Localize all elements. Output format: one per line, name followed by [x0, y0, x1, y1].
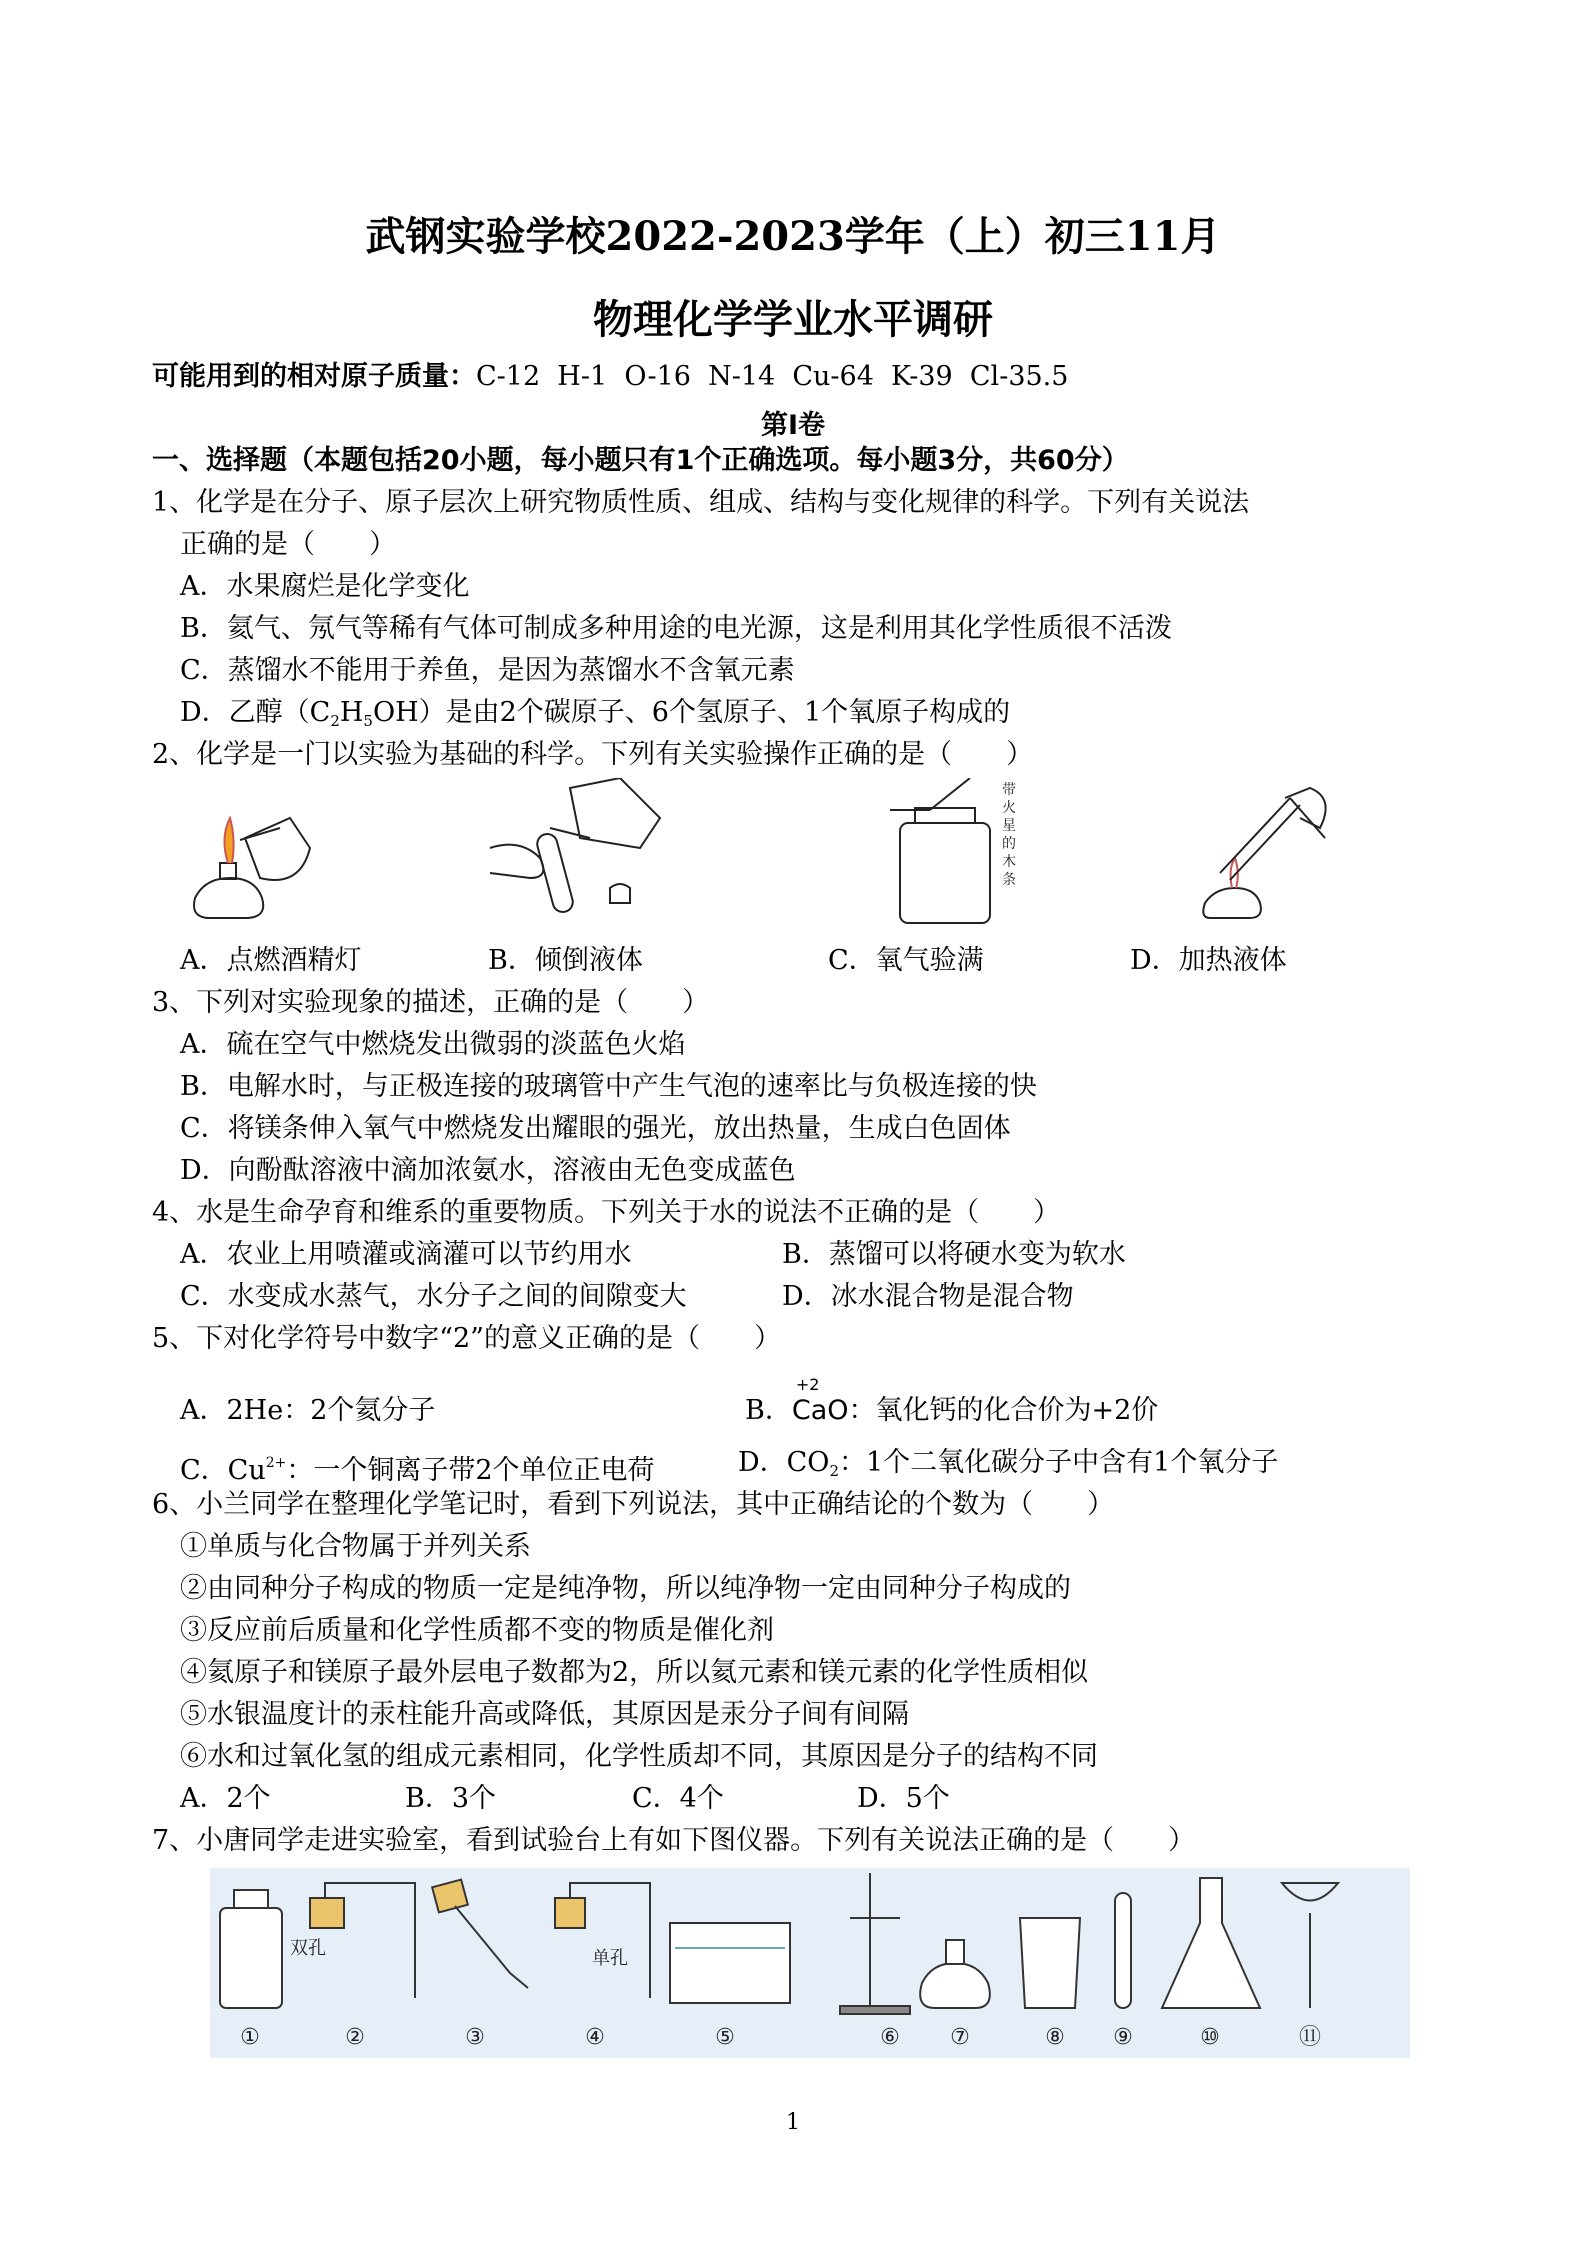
single-hole-stopper-icon [555, 1898, 585, 1928]
q6-option-d: D．5个 [857, 1783, 950, 1814]
q2-option-a: A．点燃酒精灯 [180, 945, 362, 976]
q6-item-6: ⑥水和过氧化氢的组成元素相同，化学性质却不同，其原因是分子的结构不同 [180, 1741, 1098, 1772]
pour-liquid-figure [490, 778, 660, 914]
alcohol-lamp-figure [194, 818, 310, 918]
q2-option-c: C．氧气验满 [828, 945, 984, 976]
q6-item-1: ①单质与化合物属于并列关系 [180, 1531, 531, 1562]
q6-option-a: A．2个 [180, 1783, 271, 1814]
single-hole-label: 单孔 [592, 1948, 628, 1969]
q3-option-c: C．将镁条伸入氧气中燃烧发出耀眼的强光，放出热量，生成白色固体 [180, 1113, 1011, 1144]
q5-valence-mark: +2 [795, 1375, 820, 1394]
double-hole-label: 双孔 [290, 1938, 326, 1959]
q5-option-d: D．$CO_2$：1个二氧化碳分子中含有1个氧分子 [738, 1447, 1279, 1480]
q3-stem: 3、下列对实验现象的描述，正确的是（ ） [152, 987, 710, 1018]
q6-option-c: C．4个 [632, 1783, 724, 1814]
gas-bottle-icon [220, 1890, 282, 2008]
q2-stem: 2、化学是一门以实验为基础的科学。下列有关实验操作正确的是（ ） [152, 739, 1034, 770]
q7-instrument-figure [210, 1868, 1410, 2058]
alcohol-lamp-icon [920, 1940, 990, 2008]
q4-stem: 4、水是生命孕育和维系的重要物质。下列关于水的说法不正确的是（ ） [152, 1197, 1061, 1228]
instrument-label-11: ⑪ [1298, 2025, 1322, 2050]
instrument-label-4: ④ [585, 2025, 605, 2050]
q6-option-b: B．3个 [405, 1783, 497, 1814]
atomic-masses-label: 可能用到的相对原子质量： [152, 361, 476, 392]
q6-item-3: ③反应前后质量和化学性质都不变的物质是催化剂 [180, 1615, 774, 1646]
instrument-label-3: ③ [465, 2025, 485, 2050]
q2-experiment-figures [150, 778, 1430, 928]
instrument-label-9: ⑨ [1113, 2025, 1133, 2050]
heat-liquid-figure [1203, 788, 1325, 918]
conical-flask-icon [1162, 1878, 1260, 2008]
q4-option-d: D．冰水混合物是混合物 [782, 1281, 1074, 1312]
q4-option-c: C．水变成水蒸气，水分子之间的间隙变大 [180, 1281, 687, 1312]
atomic-masses [152, 360, 1068, 394]
double-hole-stopper-icon [310, 1898, 344, 1928]
q5-option-c: C．$Cu^{2+}$：一个铜离子带2个单位正电荷 [180, 1455, 655, 1486]
section1-header: 一、选择题（本题包括20小题，每小题只有1个正确选项。每小题3分，共60分） [152, 445, 1129, 476]
instrument-label-6: ⑥ [880, 2025, 900, 2050]
q1-stem-line2: 正确的是（ ） [180, 529, 396, 560]
splint-char-6: 条 [1002, 872, 1016, 888]
exam-subtitle: 物理化学学业水平调研 [593, 296, 993, 343]
instrument-label-10: ⑩ [1200, 2025, 1220, 2050]
instrument-label-5: ⑤ [715, 2025, 735, 2050]
water-trough-icon [670, 1923, 790, 2003]
q4-option-a: A．农业上用喷灌或滴灌可以节约用水 [180, 1239, 632, 1270]
oxygen-test-figure [890, 778, 990, 923]
q2-option-b: B．倾倒液体 [488, 945, 643, 976]
splint-char-5: 木 [1002, 854, 1016, 870]
splint-char-4: 的 [1002, 836, 1016, 852]
bent-tube-icon [432, 1880, 468, 1913]
q6-item-2: ②由同种分子构成的物质一定是纯净物，所以纯净物一定由同种分子构成的 [180, 1573, 1071, 1604]
q5-stem: 5、下对化学符号中数字“2”的意义正确的是（ ） [152, 1323, 781, 1354]
test-tube-icon [1115, 1893, 1131, 2008]
q5-option-a: A．2He：2个氦分子 [180, 1395, 436, 1426]
q3-option-b: B．电解水时，与正极连接的玻璃管中产生气泡的速率比与负极连接的快 [180, 1071, 1037, 1102]
splint-label [1002, 781, 1016, 888]
iron-stand-icon [840, 1873, 910, 2014]
instrument-label-1: ① [240, 2025, 260, 2050]
splint-char-1: 带 [1002, 782, 1016, 798]
q6-stem: 6、小兰同学在整理化学笔记时，看到下列说法，其中正确结论的个数为（ ） [152, 1489, 1115, 1520]
q1-option-a: A．水果腐烂是化学变化 [180, 571, 470, 602]
funnel-icon [1282, 1883, 1338, 2008]
q1-option-b: B．氦气、氖气等稀有气体可制成多种用途的电光源，这是利用其化学性质很不活泼 [180, 613, 1172, 644]
splint-char-2: 火 [1002, 800, 1016, 816]
q7-stem: 7、小唐同学走进实验室，看到试验台上有如下图仪器。下列有关说法正确的是（ ） [152, 1825, 1196, 1856]
instrument-label-7: ⑦ [950, 2025, 970, 2050]
beaker-icon [1020, 1918, 1080, 2008]
exam-title: 武钢实验学校2022-2023学年（上）初三11月 [365, 213, 1221, 260]
q6-item-5: ⑤水银温度计的汞柱能升高或降低，其原因是汞分子间有间隔 [180, 1699, 909, 1730]
volume-label: 第Ⅰ卷 [760, 410, 826, 441]
q2-option-d: D．加热液体 [1130, 945, 1287, 976]
page-number: 1 [786, 2110, 800, 2135]
q4-option-b: B．蒸馏可以将硬水变为软水 [782, 1239, 1126, 1270]
q3-option-d: D．向酚酞溶液中滴加浓氨水，溶液由无色变成蓝色 [180, 1155, 796, 1186]
q1-option-c: C．蒸馏水不能用于养鱼，是因为蒸馏水不含氧元素 [180, 655, 795, 686]
splint-char-3: 星 [1002, 818, 1016, 834]
q3-option-a: A．硫在空气中燃烧发出微弱的淡蓝色火焰 [180, 1029, 686, 1060]
instrument-label-8: ⑧ [1045, 2025, 1065, 2050]
instrument-label-2: ② [345, 2025, 365, 2050]
q1-stem-line1: 1、化学是在分子、原子层次上研究物质性质、组成、结构与变化规律的科学。下列有关说法 [152, 487, 1250, 518]
q1-option-d: D．乙醇$(C_2H_5OH)$是由2个碳原子、6个氢原子、1个氧原子构成的 [180, 697, 1011, 730]
q5-option-b: B． +2 CaO：氧化钙的化合价为+2价 [745, 1394, 1158, 1428]
atomic-masses-values: C-12 H-1 O-16 N-14 Cu-64 K-39 Cl-35.5 [476, 361, 1069, 392]
q6-item-4: ④氦原子和镁原子最外层电子数都为2，所以氦元素和镁元素的化学性质相似 [180, 1657, 1089, 1688]
